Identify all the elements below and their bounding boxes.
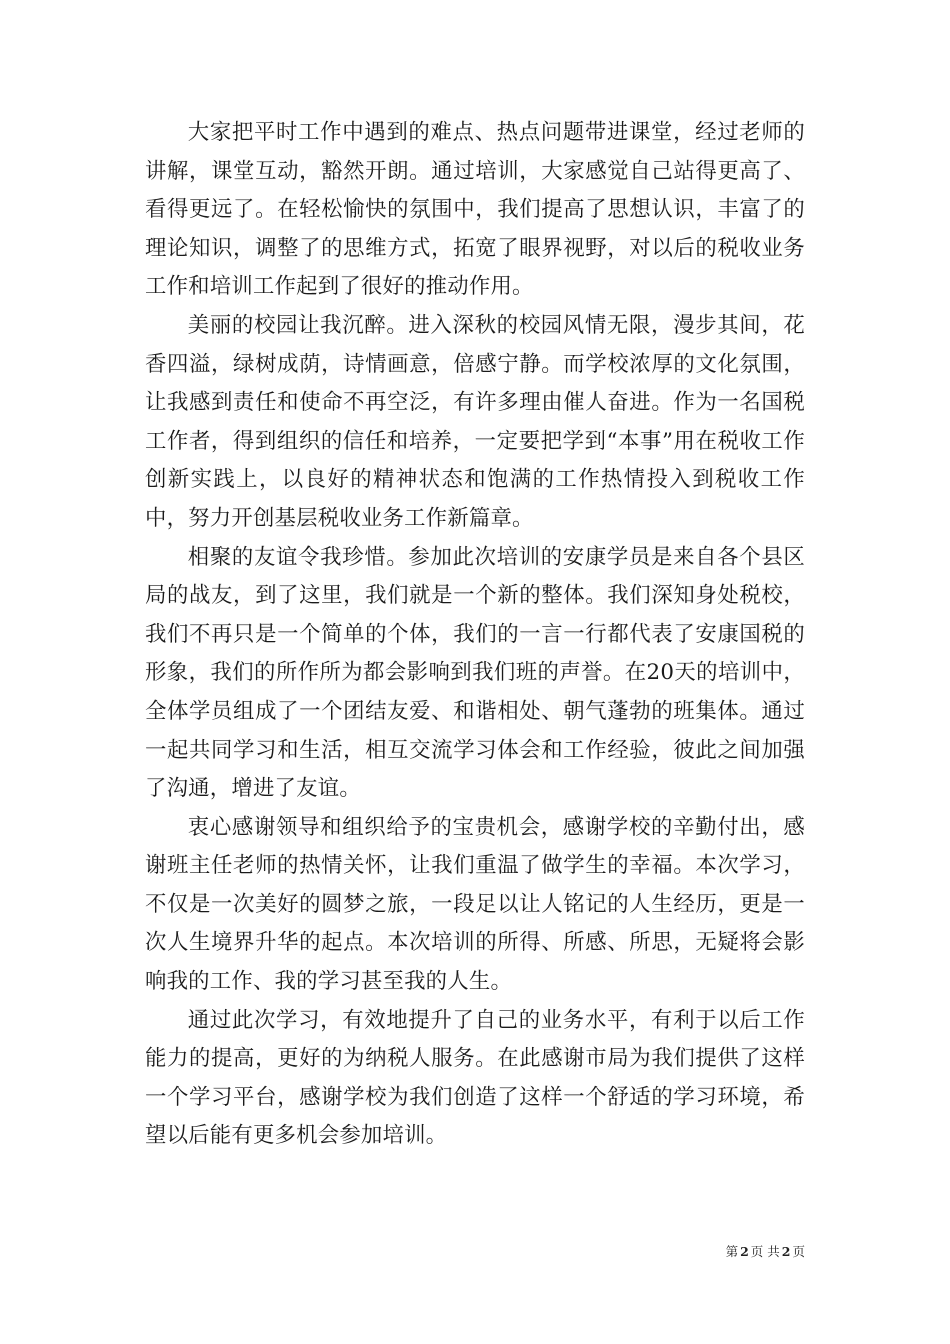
total-pages-number: 2 xyxy=(781,1244,791,1259)
footer-middle: 页 共 xyxy=(750,1244,780,1259)
paragraph: 相聚的友谊令我珍惜。参加此次培训的安康学员是来自各个县区局的战友，到了这里，我们就是一个新的整体。我们深知身处税校，我们不再只是一个简单的个体，我们的一言一行都代表了安康国税的形象，我们的所作所为都会影响到我们班的声誉。在20天的培训中，全体学员组成了一个团结友爱、和谐相处、朝气蓬勃的班集体。通过一起共同学习和生活，相互交流学习体会和工作经验，彼此之间加强了沟通，增进了友谊。 xyxy=(145,544,805,802)
document-body xyxy=(145,114,805,1156)
current-page-number: 2 xyxy=(740,1244,749,1259)
footer-prefix: 第 xyxy=(725,1244,739,1259)
paragraph: 大家把平时工作中遇到的难点、热点问题带进课堂，经过老师的讲解，课堂互动，豁然开朗。通过培训，大家感觉自己站得更高了、看得更远了。在轻松愉快的氛围中，我们提高了思想认识，丰富了的理论知识，调整了的思维方式，拓宽了眼界视野，对以后的税收业务工作和培训工作起到了很好的推动作用。 xyxy=(145,120,805,300)
paragraph: 衷心感谢领导和组织给予的宝贵机会，感谢学校的辛勤付出，感谢班主任老师的热情关怀，让我们重温了做学生的幸福。本次学习，不仅是一次美好的圆梦之旅，一段足以让人铭记的人生经历，更是一次人生境界升华的起点。本次培训的所得、所感、所思，无疑将会影响我的工作、我的学习甚至我的人生。 xyxy=(145,814,805,995)
paragraph: 美丽的校园让我沉醉。进入深秋的校园风情无限，漫步其间，花香四溢，绿树成荫，诗情画意，倍感宁静。而学校浓厚的文化氛围，让我感到责任和使命不再空泛，有许多理由催人奋进。作为一名国税工作者，得到组织的信任和培养，一定要把学到“本事”用在税收工作创新实践上，以良好的精神状态和饱满的工作热情投入到税收工作中，努力开创基层税收业务工作新篇章。 xyxy=(145,312,805,531)
footer-suffix: 页 xyxy=(792,1244,805,1259)
page-number-footer xyxy=(726,1244,805,1260)
paragraph: 通过此次学习，有效地提升了自己的业务水平，有利于以后工作能力的提高，更好的为纳税人服务。在此感谢市局为我们提供了这样一个学习平台，感谢学校为我们创造了这样一个舒适的学习环境，希望以后能有更多机会参加培训。 xyxy=(145,1007,805,1149)
